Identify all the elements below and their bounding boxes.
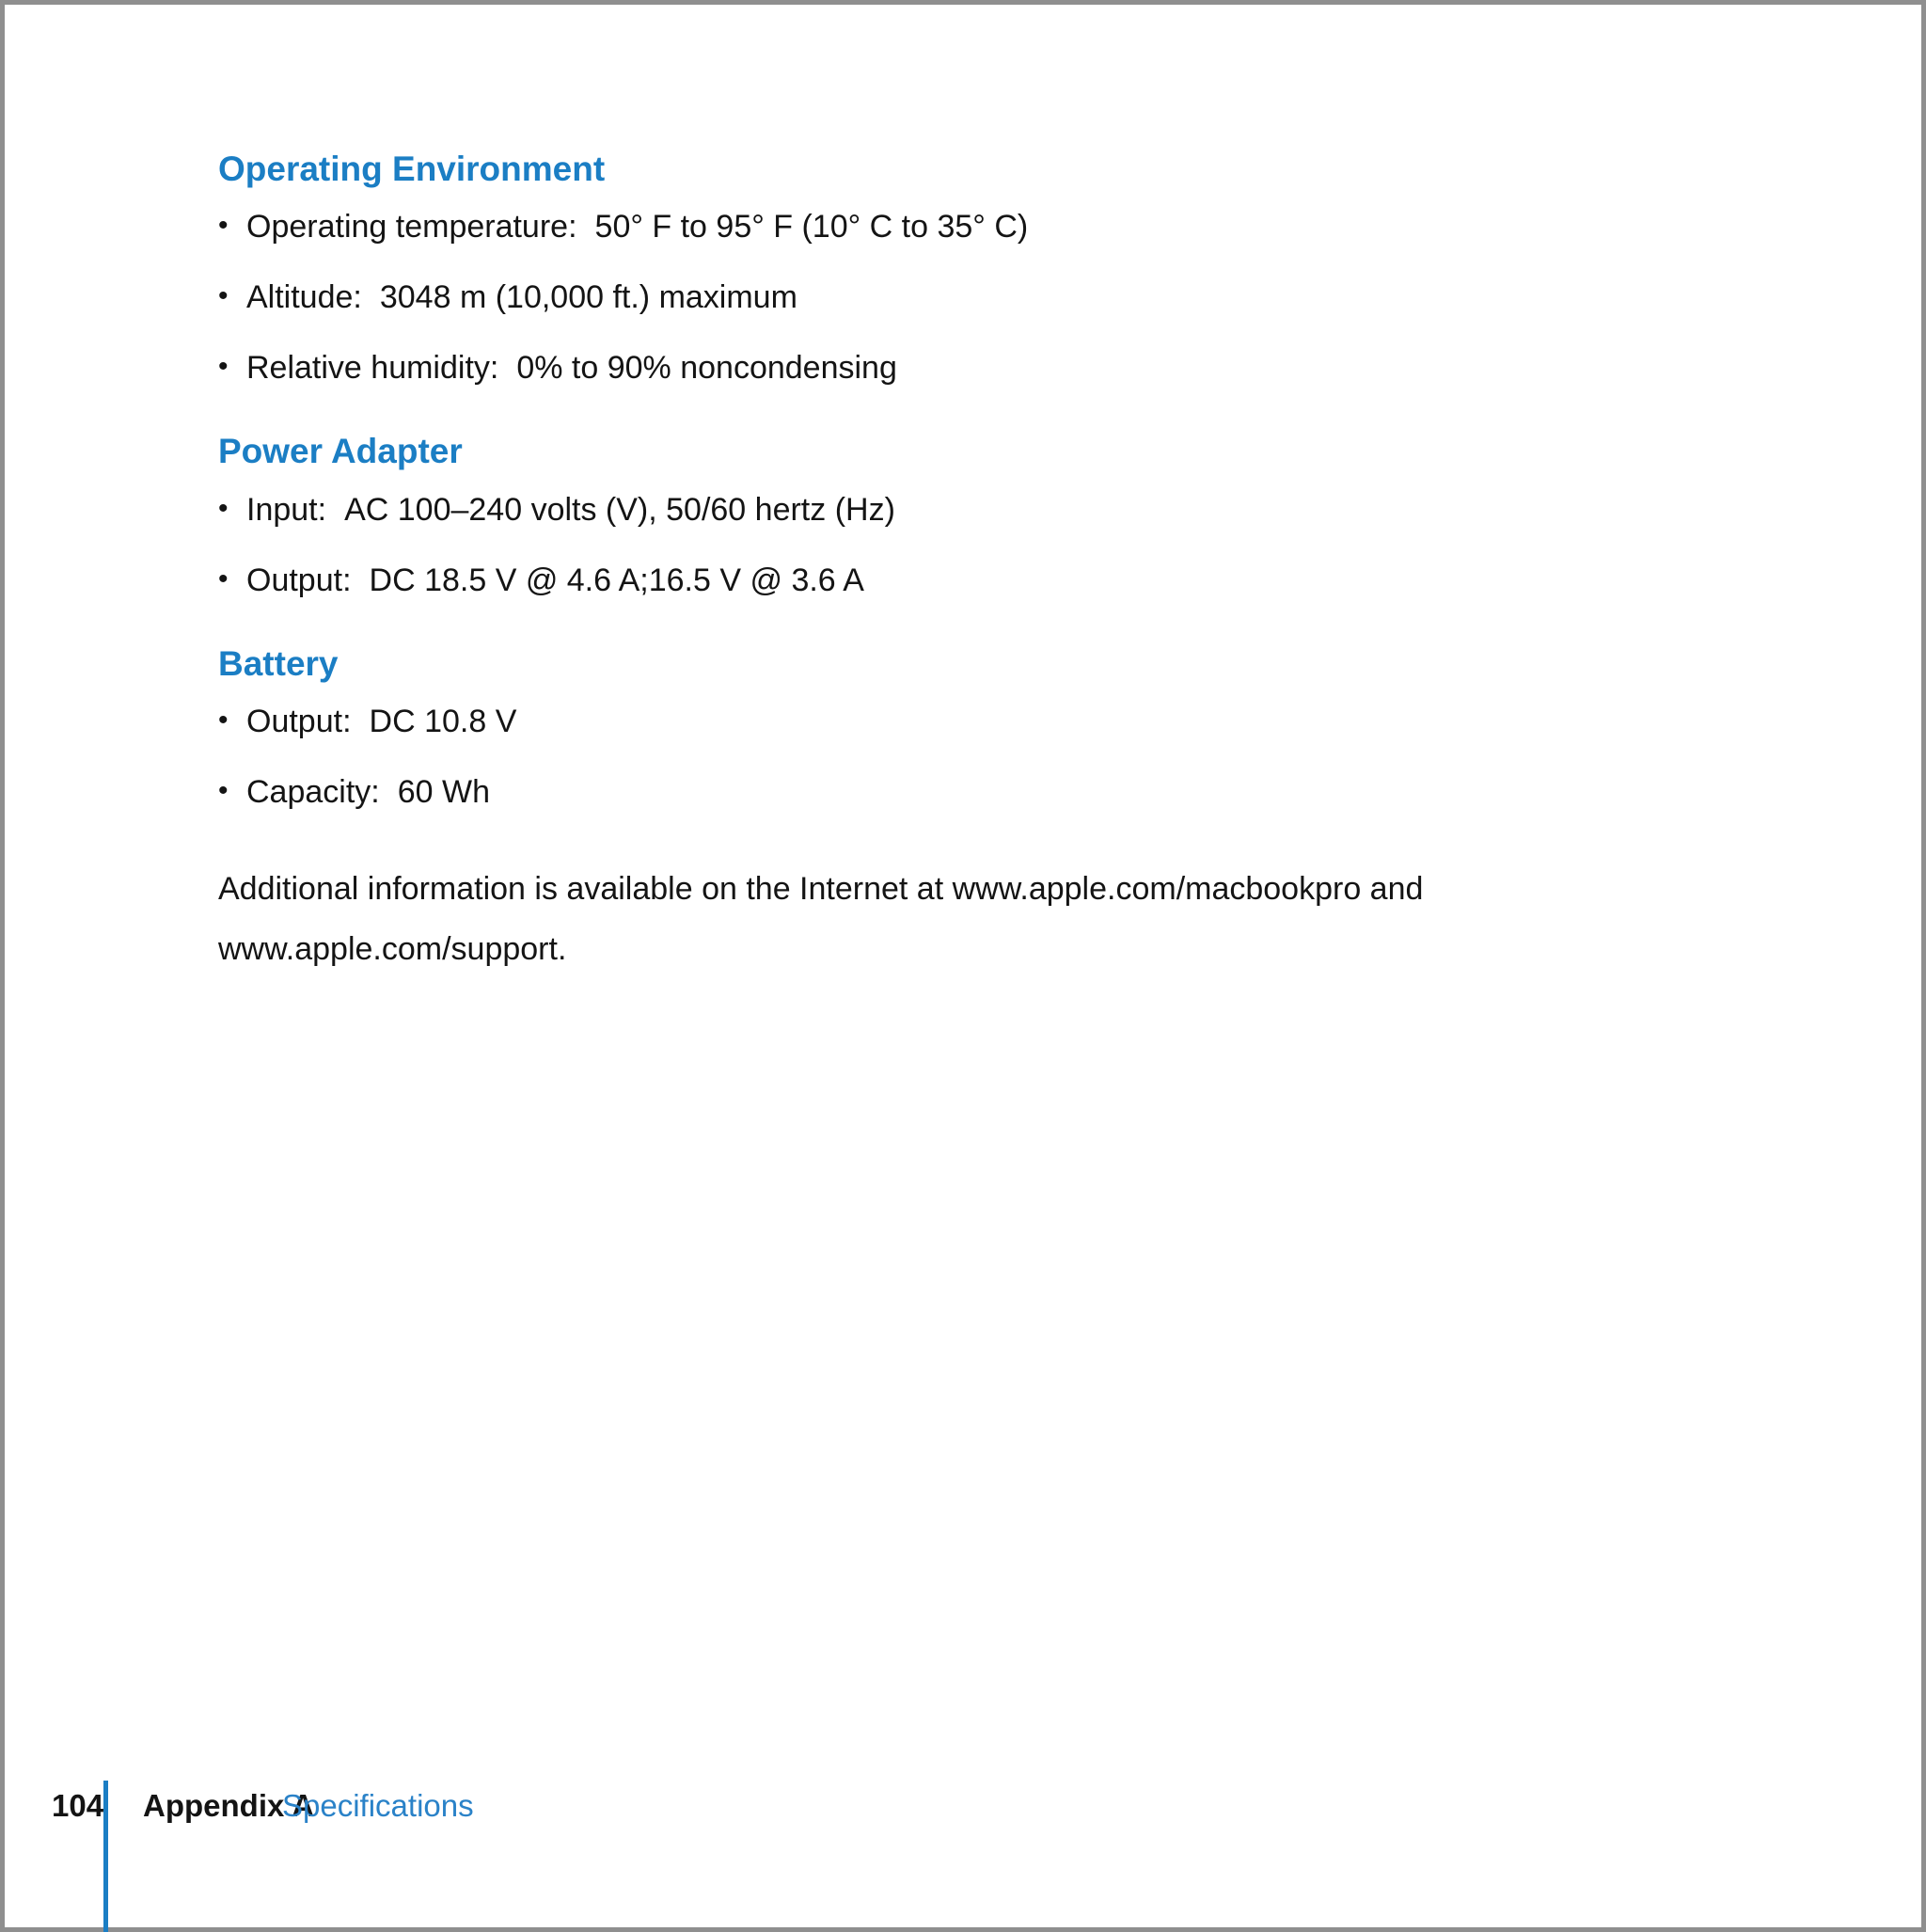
section-operating-environment — [218, 149, 1779, 388]
spec-list — [218, 490, 1779, 600]
section-heading: Operating Environment — [218, 150, 606, 188]
list-item — [218, 490, 1779, 530]
section-battery — [218, 643, 1779, 812]
spec-label: Altitude: — [246, 279, 362, 316]
section-heading: Battery — [218, 643, 339, 683]
section-power-adapter — [218, 431, 1779, 599]
footer-section-label: Specifications — [282, 1788, 474, 1823]
spec-value: 50° F to 95° F (10° C to 35° C) — [594, 209, 1029, 245]
spec-value: 0% to 90% noncondensing — [516, 350, 897, 387]
spec-label: Operating temperature: — [246, 209, 577, 245]
list-item — [218, 207, 1779, 246]
section-heading: Power Adapter — [218, 432, 463, 471]
spec-value: 3048 m (10,000 ft.) maximum — [379, 279, 797, 316]
page-content — [218, 149, 1779, 979]
list-item — [218, 561, 1779, 600]
footer-chapter-label: Appendix A — [143, 1788, 315, 1823]
list-item — [218, 277, 1779, 317]
spec-label: Relative humidity: — [246, 350, 499, 387]
spec-label: Output: — [246, 704, 352, 740]
footer-divider-rule — [103, 1781, 108, 1932]
additional-info-paragraph: Additional information is available on the Internet at www.apple.com/macbookpro and www.apple.com/support. — [218, 871, 1424, 968]
spec-label: Capacity: — [246, 774, 380, 811]
spec-label: Input: — [246, 491, 327, 528]
spec-value: DC 18.5 V @ 4.6 A;16.5 V @ 3.6 A — [369, 562, 864, 598]
spec-list — [218, 702, 1779, 812]
spec-value: DC 10.8 V — [369, 704, 517, 740]
list-item — [218, 348, 1779, 388]
list-item — [218, 702, 1779, 741]
spec-value: AC 100–240 volts (V), 50/60 hertz (Hz) — [344, 491, 895, 528]
page-footer — [0, 1781, 1926, 1932]
spec-value: 60 Wh — [397, 774, 490, 811]
page-number: 104 — [52, 1788, 104, 1823]
list-item — [218, 772, 1779, 812]
spec-list — [218, 207, 1779, 388]
spec-label: Output: — [246, 562, 352, 598]
